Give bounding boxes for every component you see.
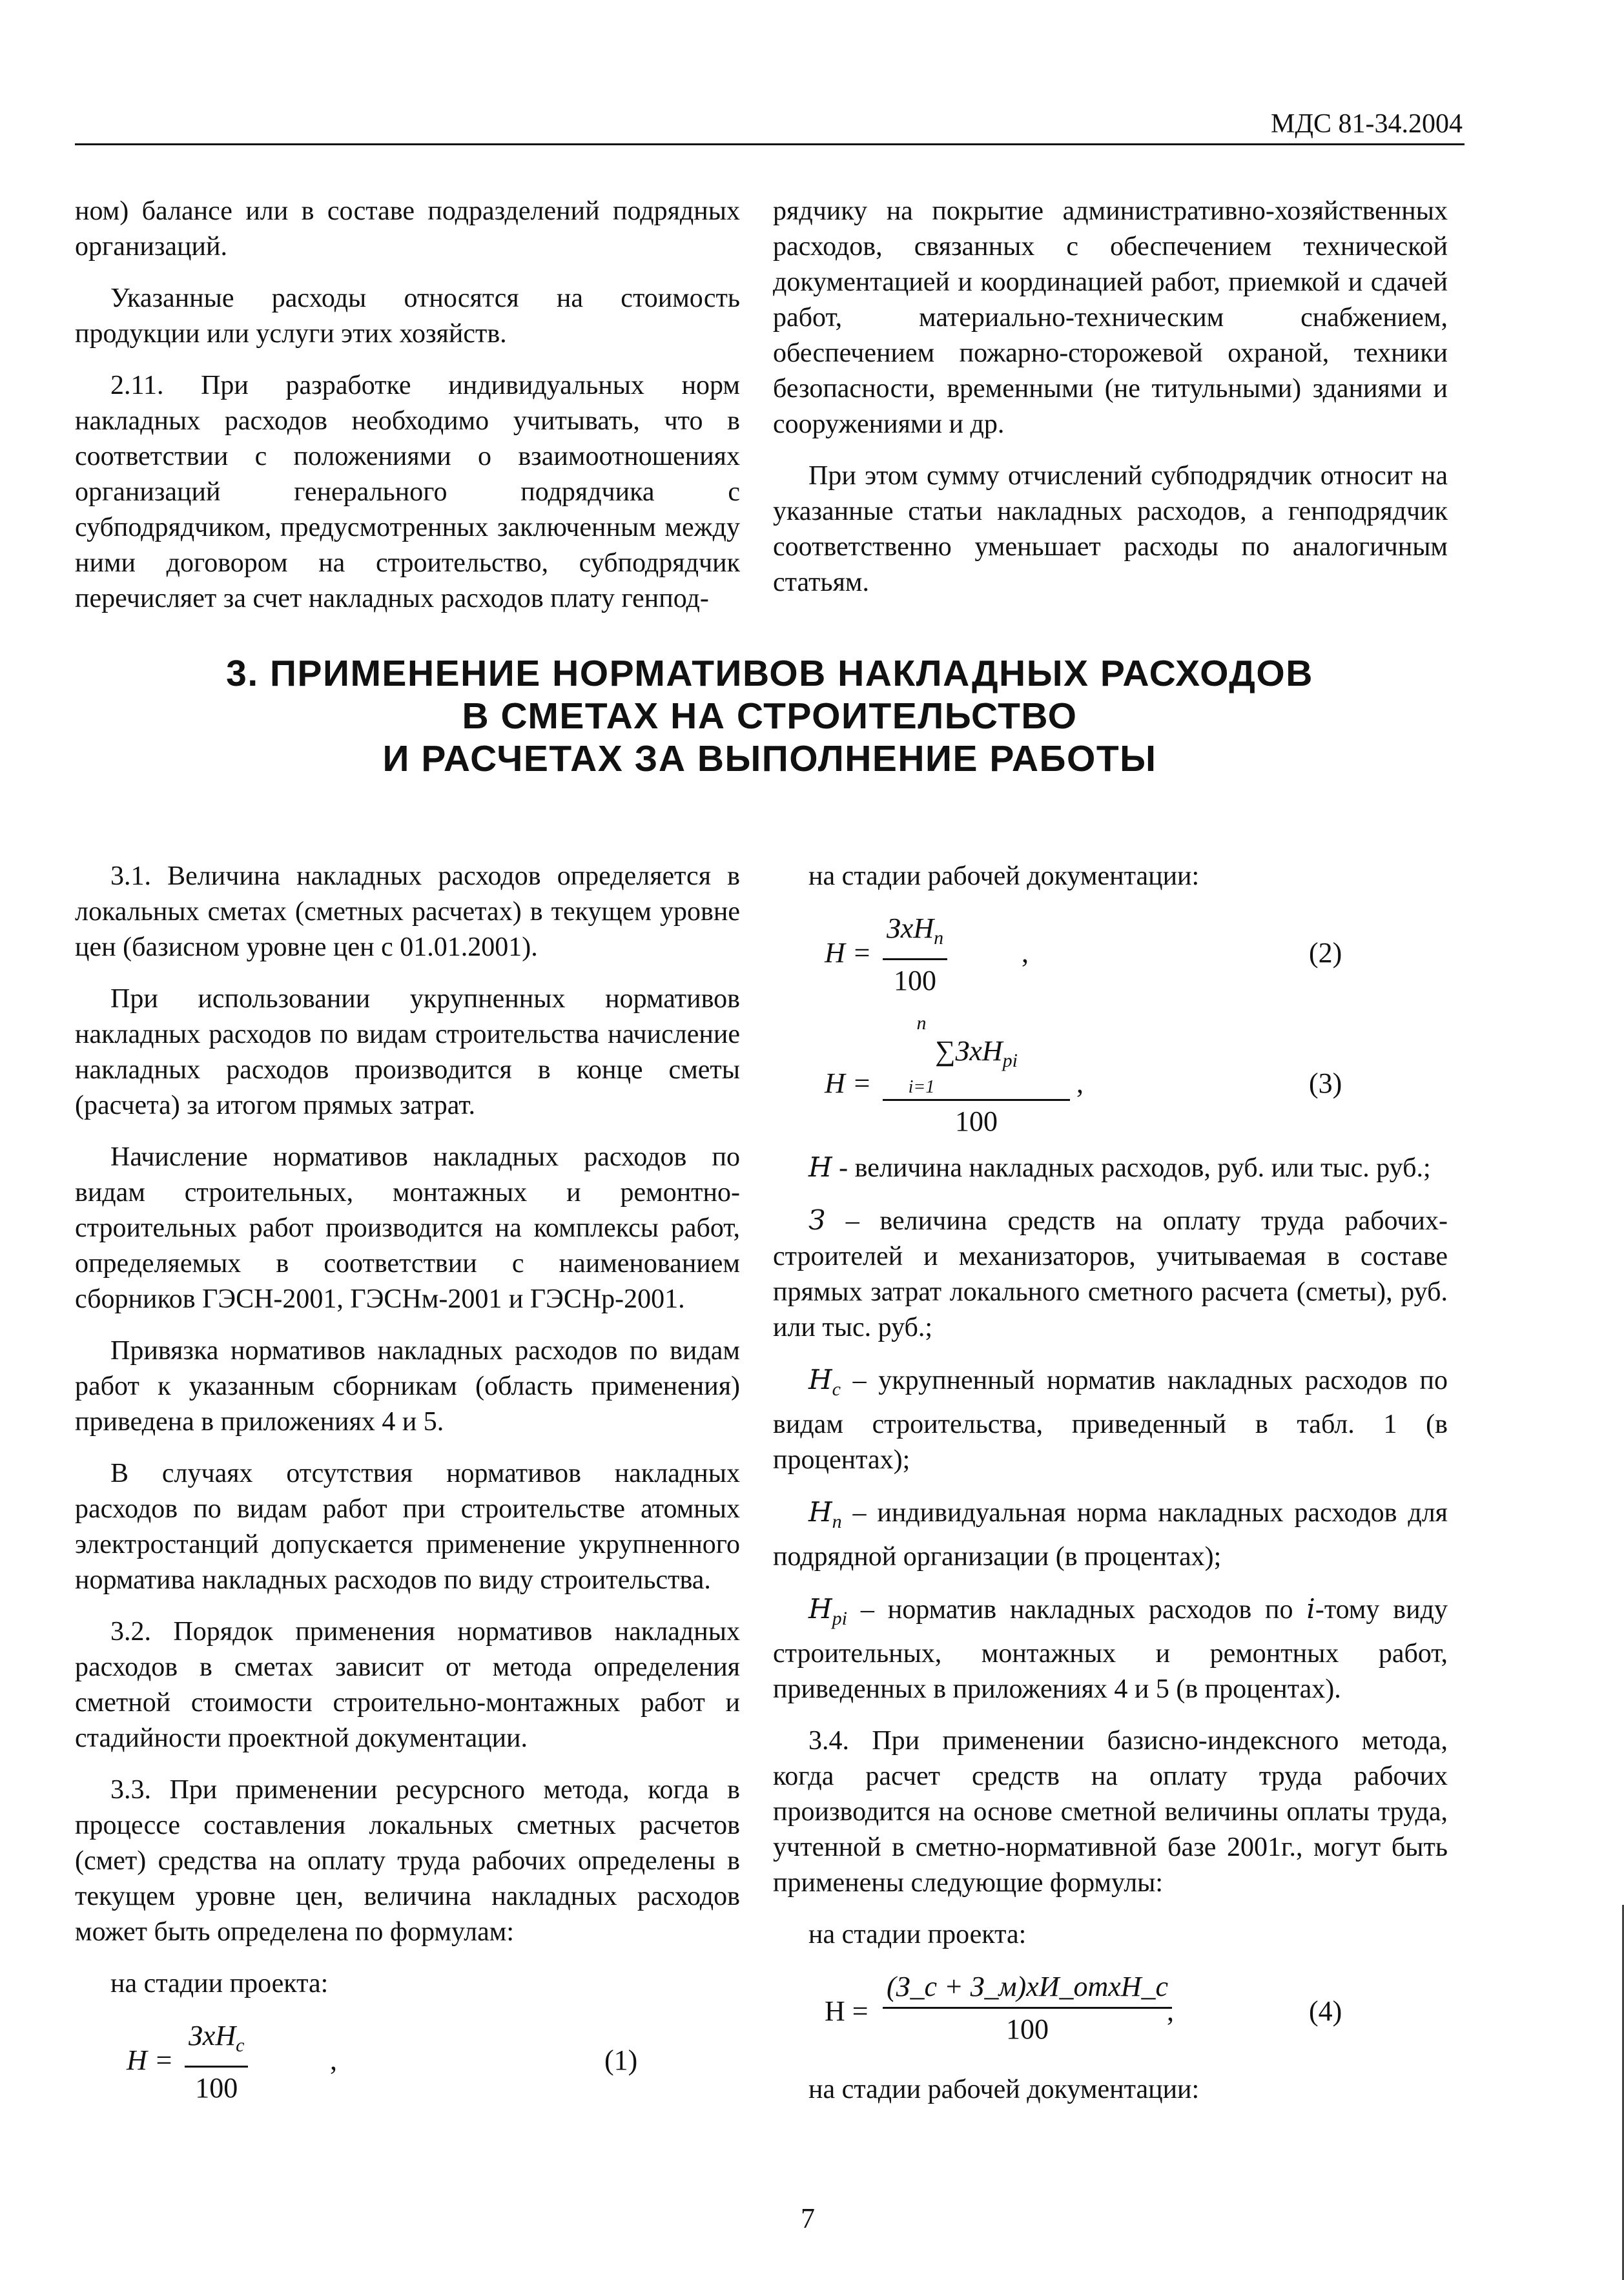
formula-denominator: 100 — [195, 2072, 238, 2104]
stage-label: на стадии рабочей документации: — [808, 2075, 1200, 2104]
formula-lhs: Н = — [127, 2044, 174, 2076]
equation-number: (1) — [604, 2044, 638, 2076]
formula-fraction — [883, 1969, 1172, 2047]
paragraph: 3.1. Величина накладных расходов определяется в локальных сметах (сметных расчетах) в текущем уровне цен (базисном уровне цен с 01.01.2001). — [75, 861, 740, 962]
definition-z: З – величина средств на оплату труда рабочих-строителей и механизаторов, учитываемая в составе прямых затрат локального сметного расчета (сметы), руб. или тыс. руб.; — [773, 1204, 1448, 1342]
sum-lower-limit: i=1 — [908, 1077, 935, 1097]
fraction-bar — [883, 2007, 1172, 2009]
equation-number: (4) — [1309, 1995, 1342, 2027]
formula-3 — [773, 1012, 1448, 1137]
formula-lhs: Н = — [825, 937, 872, 969]
equation-number: (3) — [1309, 1067, 1342, 1099]
definition-hpi: $Н_{pi}$ – норматив накладных расходов по i-тому виду строительных, монтажных и ремонтных работ, приведенных в приложениях 4 и 5 (в процентах). — [773, 1593, 1448, 1704]
formula-fraction — [883, 1014, 1070, 1139]
formula-denominator: 100 — [955, 1105, 998, 1137]
fraction-bar — [883, 1099, 1070, 1101]
formula-fraction — [185, 2018, 248, 2106]
paragraph: 3.3. При применении ресурсного метода, когда в процессе составления локальных сметных расчетов (смет) средства на оплату труда рабочих определены в текущем уровне цен, величина накладных расходов может быть определена по формулам: — [75, 1775, 740, 1947]
paragraph: Привязка нормативов накладных расходов по видам работ к указанным сборникам (область применения) приведена в приложениях 4 и 5. — [75, 1336, 740, 1437]
sum-upper-limit: n — [916, 1012, 927, 1034]
definition-hc: $Н_с$ – укрупненный норматив накладных расходов по видам строительства, приведенный в табл. 1 (в процентах); — [773, 1364, 1448, 1475]
formula-comma: , — [1076, 1067, 1084, 1099]
formula-comma: , — [1167, 1995, 1174, 2027]
paragraph: При использовании укрупненных нормативов накладных расходов по видам строительства начисление накладных расходов производится в конце сметы (расчета) за итогом прямых затрат. — [75, 984, 740, 1120]
paragraph: ном) балансе или в составе подразделений подрядных организаций. — [75, 196, 740, 262]
section-heading-line: В СМЕТАХ НА СТРОИТЕЛЬСТВО — [462, 695, 1078, 737]
equation-number: (2) — [1309, 937, 1342, 969]
formula-denominator: 100 — [1006, 2013, 1049, 2045]
top-left-column — [75, 194, 740, 633]
formula-1 — [75, 2018, 740, 2102]
document-code: МДС 81-34.2004 — [1271, 109, 1463, 139]
formula-numerator: ЗхН$_п$ — [887, 912, 944, 949]
bottom-right-column — [773, 859, 1448, 2124]
fraction-bar — [883, 958, 947, 960]
stage-label: на стадии проекта: — [808, 1920, 1027, 1949]
paragraph: Указанные расходы относятся на стоимость продукции или услуги этих хозяйств. — [75, 283, 740, 349]
fraction-bar — [185, 2066, 248, 2068]
stage-label: на стадии рабочей документации: — [808, 861, 1200, 891]
definition-hn: $Н_п$ – индивидуальная норма накладных расходов для подрядной организации (в процентах); — [773, 1496, 1448, 1572]
section-heading-line: 3. ПРИМЕНЕНИЕ НОРМАТИВОВ НАКЛАДНЫХ РАСХОДОВ — [226, 653, 1313, 694]
formula-numerator: n ∑ЗхН$_{pi}$ i=1 — [883, 1014, 1070, 1096]
stage-label: на стадии проекта: — [110, 1969, 329, 1998]
definition-h: Н - величина накладных расходов, руб. или тыс. руб.; — [808, 1151, 1431, 1183]
paragraph: 3.4. При применении базисно-индексного метода, когда расчет средств на оплату труда рабочих производится на основе сметной величины оплаты труда, учтенной в сметно-нормативной базе 2001г., могут быть применены следующие формулы: — [773, 1726, 1448, 1898]
paragraph: 2.11. При разработке индивидуальных норм накладных расходов необходимо учитывать, что в соответствии с положениями о взаимоотношениях организаций генерального подрядчика с субподрядчиком, предусмотренных заключенным между ними договором на строительство, субподрядчик перечисляет за счет накладных расходов плату генпод- — [75, 371, 740, 613]
paragraph: В случаях отсутствия нормативов накладных расходов по видам работ при строительстве атомных электростанций допускается применение укрупненного норматива накладных расходов по виду строительства. — [75, 1459, 740, 1595]
formula-comma: , — [1022, 937, 1029, 969]
paragraph: рядчику на покрытие административно-хозяйственных расходов, связанных с обеспечением технической документацией и координацией работ, приемкой и сдачей работ, материально-техническим снабжением, обеспечением пожарно-сторожевой охраной, техники безопасности, временными (не титульными) зданиями и сооружениями и др. — [773, 196, 1448, 439]
page-number: 7 — [801, 2203, 815, 2234]
section-heading-line: И РАСЧЕТАХ ЗА ВЫПОЛНЕНИЕ РАБОТЫ — [382, 738, 1157, 779]
formula-fraction — [883, 910, 947, 998]
bottom-left-column — [75, 859, 740, 2121]
header-rule — [75, 143, 1465, 145]
section-heading — [75, 652, 1465, 780]
formula-lhs: Н = — [825, 1995, 869, 2027]
paragraph: При этом сумму отчислений субподрядчик относит на указанные статьи накладных расходов, а генподрядчик соответственно уменьшает расходы по аналогичным статьям. — [773, 461, 1448, 597]
formula-numerator: (З_с + З_м)хИ_отхН_с — [887, 1971, 1169, 2002]
formula-numerator: ЗхН$_с$ — [189, 2020, 245, 2056]
formula-4 — [773, 1969, 1448, 2053]
formula-comma: , — [330, 2044, 337, 2076]
formula-denominator: 100 — [894, 965, 937, 996]
sigma-icon: ∑ — [935, 1035, 956, 1067]
paragraph: 3.2. Порядок применения нормативов накладных расходов в сметах зависит от метода определения сметной стоимости строительно-монтажных работ и стадийности проектной документации. — [75, 1617, 740, 1753]
formula-2 — [773, 910, 1448, 994]
paragraph: Начисление нормативов накладных расходов по видам строительных, монтажных и ремонтно-строительных работ производится на комплексы работ, определяемых в соответствии с наименованием сборников ГЭСН-2001, ГЭСНм-2001 и ГЭСНр-2001. — [75, 1142, 740, 1314]
formula-lhs: Н = — [825, 1067, 872, 1099]
top-right-column — [773, 194, 1448, 617]
